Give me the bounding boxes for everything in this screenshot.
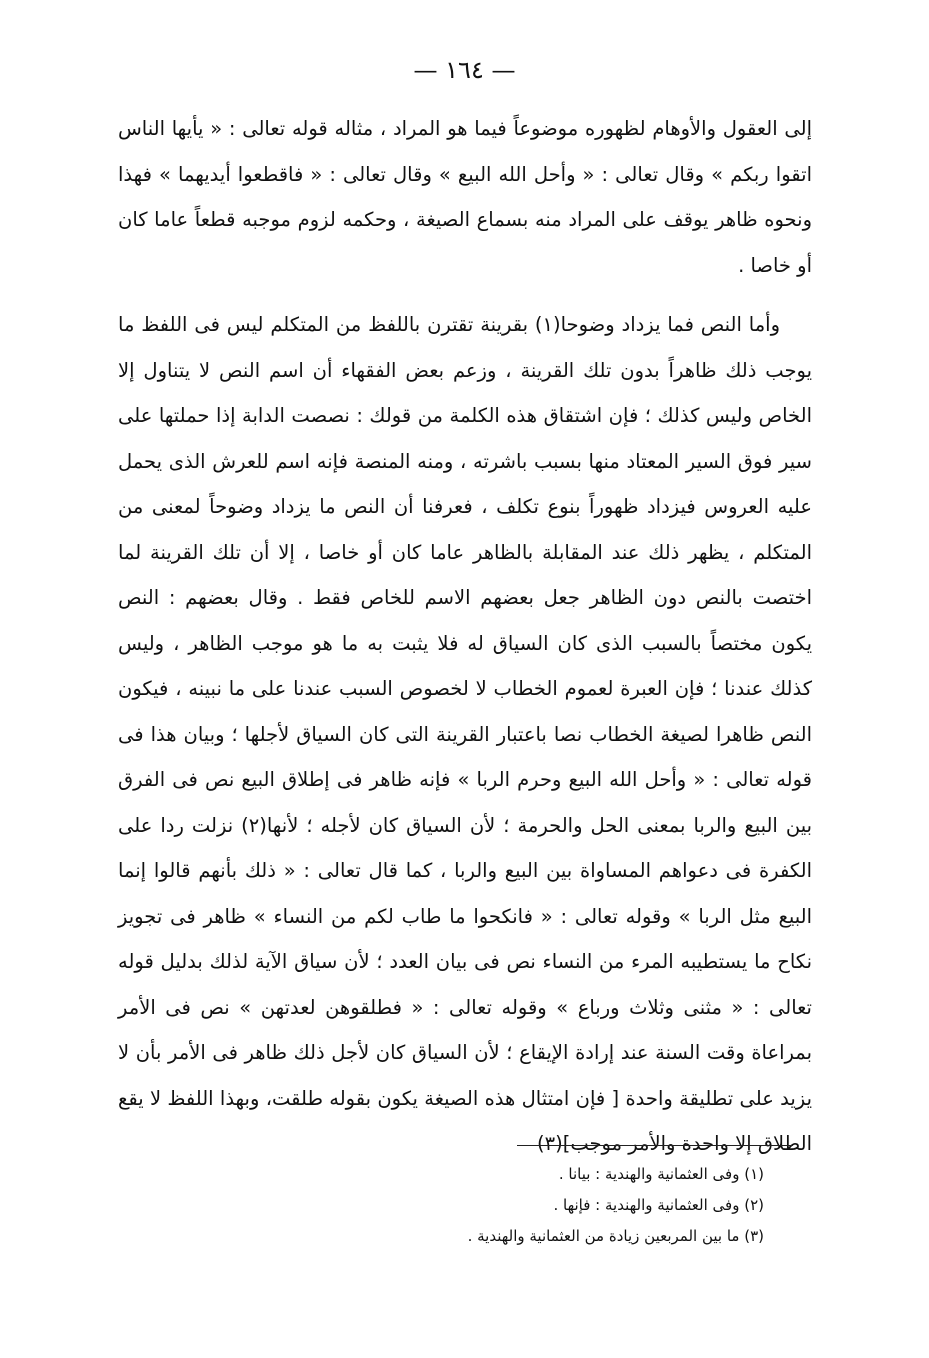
page-number: — ١٦٤ — — [413, 56, 516, 84]
footnote-3: (٣) ما بين المربعين زيادة من العثمانية والهندية . — [467, 1227, 764, 1245]
footnotes — [204, 1159, 764, 1252]
footnote-2: (٢) وفى العثمانية والهندية : فإنها . — [553, 1196, 764, 1214]
footnote-separator — [517, 1145, 793, 1146]
footnote-1: (١) وفى العثمانية والهندية : بيانا . — [558, 1165, 764, 1183]
paragraph-zahir: إلى العقول والأوهام لظهوره موضوعاً فيما هو المراد ، مثاله قوله تعالى : « يأيها الناس اتقوا ربكم » وقال تعالى : « وأحل الله البيع » وقال تعالى : « فاقطعوا أيديهما » فهذا ونحوه ظاهر يوقف على المراد منه بسماع الصيغة ، وحكمه لزوم موجبه قطعاً عاما كان أو خاصا . — [118, 117, 812, 277]
main-text — [118, 106, 812, 1167]
paragraph-nass: وأما النص فما يزداد وضوحا(١) بقرينة تقترن باللفظ من المتكلم ليس فى اللفظ ما يوجب ذلك ظاهراً بدون تلك القرينة ، وزعم بعض الفقهاء أن اسم النص لا يتناول إلا الخاص وليس كذلك ؛ فإن اشتقاق هذه الكلمة من قولك : نصصت الدابة إذا حملتها على سير فوق السير المعتاد منها بسبب باشرته ، ومنه المنصة فإنه اسم للعرش الذى يحمل عليه العروس فيزداد ظهوراً بنوع تكلف ، فعرفنا أن النص ما يزداد وضوحاً لمعنى من المتكلم ، يظهر ذلك عند المقابلة بالظاهر عاما كان أو خاصا ، إلا أن تلك القرينة لما اختصت بالنص دون الظاهر جعل بعضهم الاسم للخاص فقط . وقال بعضهم : النص يكون مختصاً بالسبب الذى كان السياق له فلا يثبت به ما هو موجب الظاهر ، وليس كذلك عندنا ؛ فإن العبرة لعموم الخطاب لا لخصوص السبب عندنا على ما نبينه ، فيكون النص ظاهرا لصيغة الخطاب نصا باعتبار القرينة التى كان السياق لأجلها ؛ وبيان هذا فى قوله تعالى : « وأحل الله البيع وحرم الربا » فإنه ظاهر فى إطلاق البيع نص فى الفرق بين البيع والربا بمعنى الحل والحرمة ؛ لأن السياق كان لأجله ؛ لأنها(٢) نزلت ردا على الكفرة فى دعواهم المساواة بين البيع والربا ، كما قال تعالى : « ذلك بأنهم قالوا إنما البيع مثل الربا » وقوله تعالى : « فانكحوا ما طاب لكم من النساء » ظاهر فى تجويز نكاح ما يستطيبه المرء من النساء نص فى بيان العدد ؛ لأن سياق الآية لذلك بدليل قوله تعالى : « مثنى وثلاث ورباع » وقوله تعالى : « فطلقوهن لعدتهن » نص فى الأمر بمراعاة وقت السنة عند إرادة الإيقاع ؛ لأن السياق كان لأجل ذلك ظاهر فى الأمر بأن لا يزيد على تطليقة واحدة [ فإن امتثال هذه الصيغة يكون بقوله طلقت، وبهذا اللفظ لا يقع الطلاق إلا واحدة والأمر موجب](٣) — [118, 313, 813, 1155]
